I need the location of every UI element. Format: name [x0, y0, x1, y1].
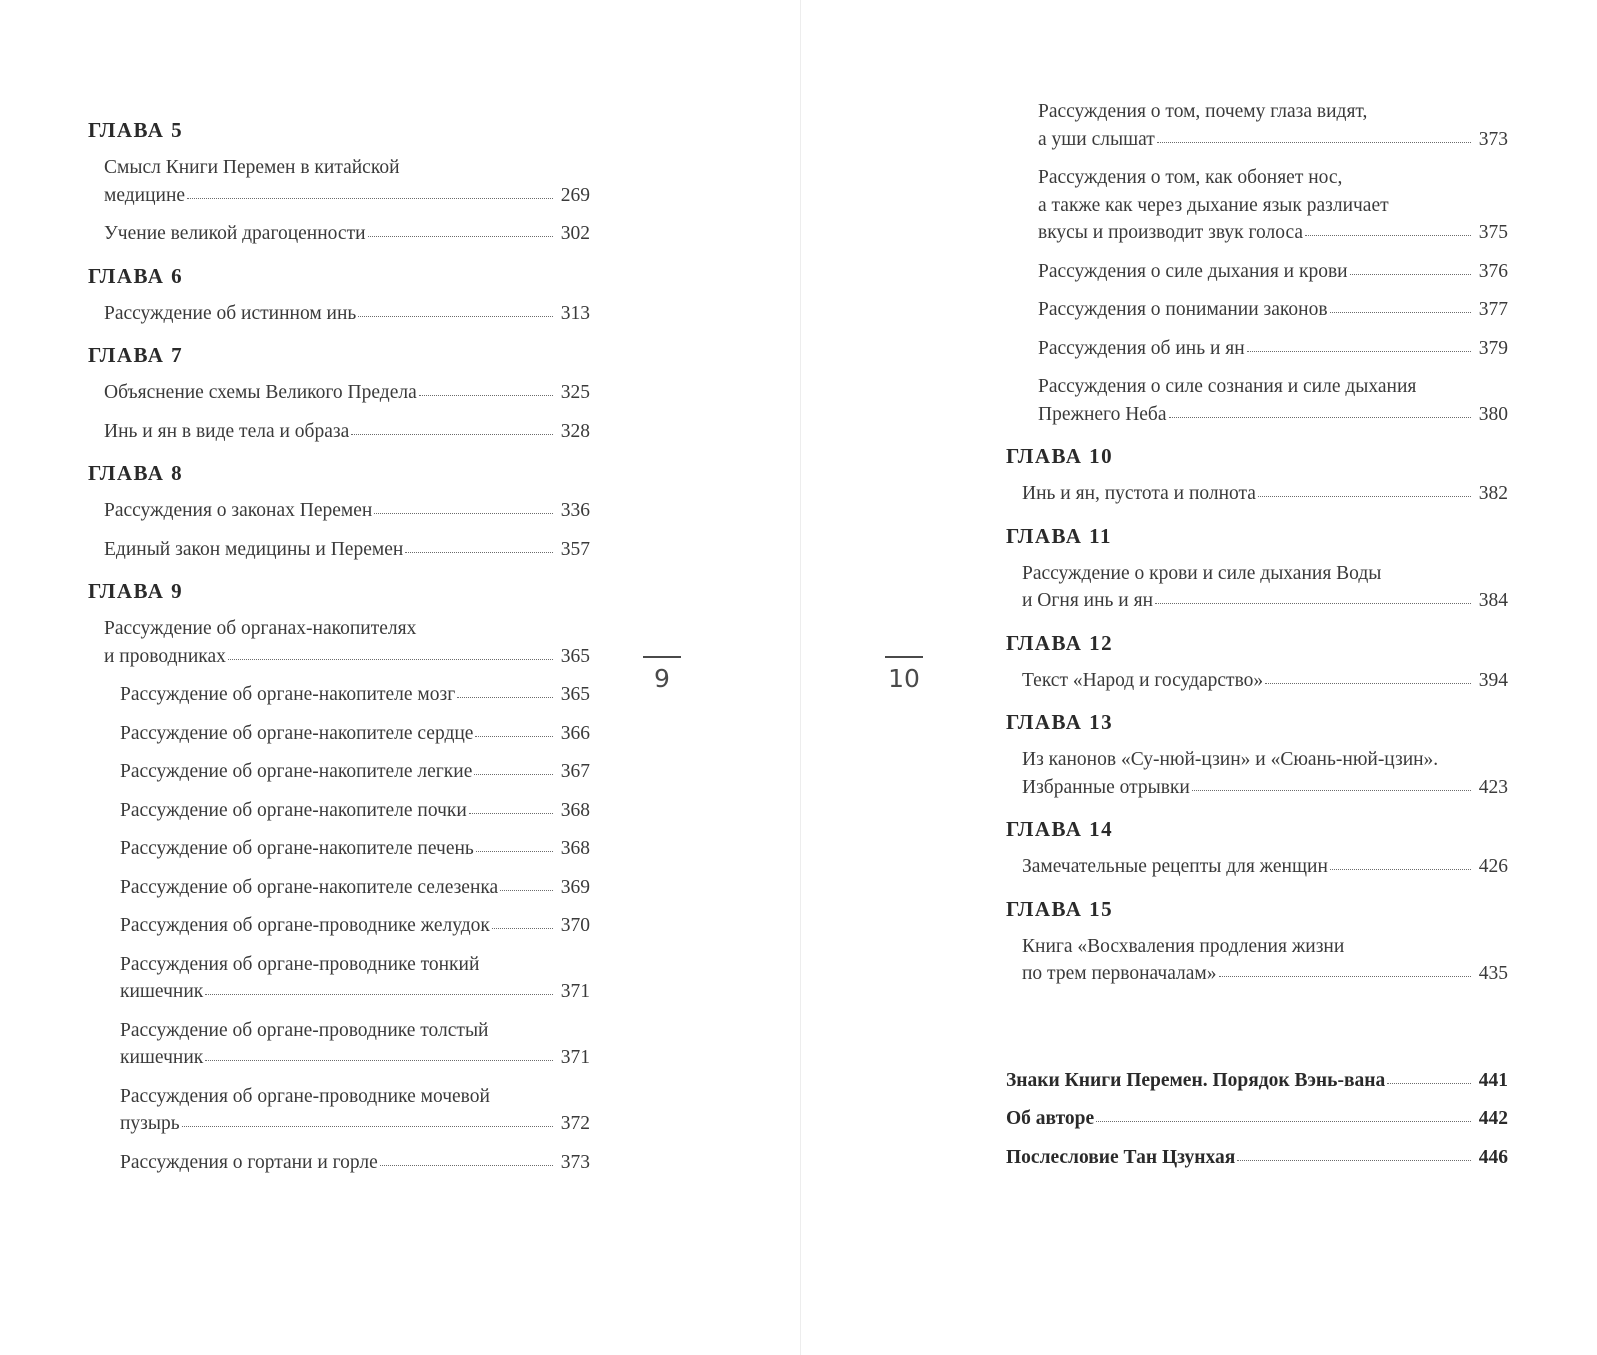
- dot-leader: [1096, 1107, 1471, 1122]
- toc-entry-final-line: [120, 758, 590, 786]
- dot-leader: [358, 302, 553, 317]
- toc-entry[interactable]: [88, 874, 590, 902]
- toc-page-number: 394: [1478, 669, 1508, 691]
- dot-leader: [1247, 337, 1471, 352]
- toc-page-number: 328: [560, 420, 590, 442]
- toc-page-number: 367: [560, 761, 590, 782]
- toc-entry[interactable]: [88, 1083, 590, 1138]
- dot-leader: [405, 538, 553, 553]
- chapter-heading: ГЛАВА 12: [1006, 630, 1114, 655]
- toc-page-number: 302: [560, 223, 590, 244]
- toc-entry[interactable]: [88, 681, 590, 709]
- toc-entry-title-line: Инь и ян, пустота и полнота: [1022, 483, 1256, 504]
- toc-page-number: 370: [560, 915, 590, 936]
- table-of-contents-right: [1006, 98, 1508, 1182]
- dot-leader: [1155, 589, 1471, 604]
- toc-entry-title-line: Рассуждение о крови и силе дыхания Воды: [1022, 562, 1382, 584]
- toc-entry[interactable]: [88, 951, 590, 1006]
- toc-entry[interactable]: [88, 797, 590, 825]
- toc-entry-title-line: Рассуждение об органе-накопителе сердце: [120, 722, 474, 744]
- toc-entry-final-line: [1038, 258, 1508, 286]
- toc-entry-title-line: Книга «Восхваления продления жизни: [1022, 935, 1345, 957]
- toc-page-number: 336: [560, 500, 590, 521]
- dot-leader: [1305, 221, 1471, 236]
- toc-entry-final-line: [120, 835, 590, 863]
- toc-entry-title-line: Единый закон медицины и Перемен: [104, 538, 404, 560]
- folio-rule: [885, 656, 923, 658]
- toc-entry-final-line: [120, 1110, 590, 1138]
- toc-entry-title-line: Знаки Книги Перемен. Порядок Вэнь-вана: [1006, 1069, 1386, 1091]
- toc-entry[interactable]: [88, 1149, 590, 1177]
- toc-entry[interactable]: [1006, 480, 1508, 508]
- toc-entry-title-line: Из канонов «Су-нюй-цзин» и «Сюань-нюй-цзин».: [1022, 749, 1439, 770]
- toc-entry-title-line: Рассуждения о силе сознания и силе дыхания: [1038, 376, 1417, 397]
- toc-entry-title-line: Рассуждения об инь и ян: [1038, 337, 1245, 359]
- page-number-left: [640, 656, 684, 693]
- toc-entry-final-line: [1022, 853, 1508, 881]
- chapter-heading: ГЛАВА 5: [88, 118, 184, 142]
- right-page: [801, 0, 1597, 1355]
- toc-entry[interactable]: [1006, 933, 1508, 988]
- toc-entry-title-line: а также как через дыхание язык различает: [1038, 194, 1389, 216]
- toc-page-number: 435: [1478, 963, 1508, 984]
- chapter-heading: ГЛАВА 9: [88, 579, 184, 603]
- toc-page-number: 373: [1478, 128, 1508, 150]
- toc-entry-final-line: [120, 874, 590, 902]
- toc-entry-title-line: а уши слышат: [1038, 128, 1155, 150]
- toc-entry[interactable]: [88, 912, 590, 940]
- toc-entry-title-line: кишечник: [120, 981, 204, 1002]
- toc-entry-title-line: Смысл Книги Перемен в китайской: [104, 157, 400, 178]
- toc-entry-title-line: Рассуждение об истинном инь: [104, 302, 357, 324]
- dot-leader: [476, 837, 553, 852]
- toc-entry-title-line: Послесловие Тан Цзунхая: [1006, 1146, 1236, 1168]
- toc-entry[interactable]: [88, 720, 590, 748]
- toc-entry[interactable]: [1006, 335, 1508, 363]
- toc-entry-title-line: пузырь: [120, 1113, 180, 1134]
- chapter-heading: ГЛАВА 10: [1006, 444, 1114, 468]
- toc-entry[interactable]: [88, 418, 590, 446]
- dot-leader: [1330, 298, 1471, 313]
- toc-page-number: 446: [1478, 1146, 1508, 1168]
- toc-entry-title-line: Рассуждение об органе-проводнике толстый: [120, 1019, 489, 1041]
- toc-entry-title-line: Рассуждения о том, почему глаза видят,: [1038, 101, 1368, 122]
- toc-entry[interactable]: [1006, 296, 1508, 324]
- toc-entry-final-line: [1022, 480, 1508, 508]
- toc-entry-title-line: Рассуждение об органах-накопителях: [104, 618, 417, 639]
- toc-entry[interactable]: [88, 536, 590, 564]
- toc-page-number: 441: [1478, 1069, 1508, 1091]
- toc-entry-final-line: [1038, 126, 1508, 154]
- dot-leader: [1192, 776, 1471, 791]
- toc-entry-title-line: Замечательные рецепты для женщин: [1022, 856, 1328, 877]
- toc-entry-title-line: Рассуждение об органе-накопителе мозг: [120, 684, 456, 705]
- toc-entry[interactable]: [88, 835, 590, 863]
- toc-entry[interactable]: [1006, 560, 1508, 615]
- toc-entry-final-line: [1006, 1067, 1508, 1095]
- toc-entry-final-line: [1038, 401, 1508, 429]
- toc-entry-title-line: Рассуждение об органе-накопителе печень: [120, 838, 474, 859]
- toc-entry-title-line: Рассуждение об органе-накопителе почки: [120, 799, 467, 821]
- toc-page-number: 375: [1478, 222, 1508, 243]
- dot-leader: [457, 683, 553, 698]
- toc-entry-title-line: Инь и ян в виде тела и образа: [104, 420, 350, 442]
- toc-page-number: 365: [560, 645, 590, 667]
- toc-entry-title-line: Рассуждения о силе дыхания и крови: [1038, 260, 1348, 282]
- toc-page-number: 380: [1478, 403, 1508, 425]
- toc-page-number: 325: [560, 382, 590, 403]
- dot-leader: [500, 876, 553, 891]
- toc-entry-title-line: Рассуждения о том, как обоняет нос,: [1038, 167, 1343, 188]
- toc-entry-final-line: [1006, 1144, 1508, 1172]
- dot-leader: [351, 420, 553, 435]
- toc-entry-title-line: Рассуждения об органе-проводнике тонкий: [120, 953, 480, 975]
- toc-entry[interactable]: [1006, 258, 1508, 286]
- toc-entry-title-line: Прежнего Неба: [1038, 403, 1167, 425]
- toc-page-number: 368: [560, 838, 590, 859]
- toc-page-number: 371: [560, 1047, 590, 1068]
- toc-entry-final-line: [1038, 335, 1508, 363]
- dot-leader: [1387, 1069, 1471, 1084]
- toc-page-number: 384: [1478, 590, 1508, 611]
- toc-page-number: 379: [1478, 337, 1508, 359]
- dot-leader: [205, 980, 553, 995]
- dot-leader: [1258, 482, 1471, 497]
- toc-entry-title-line: Рассуждения о законах Перемен: [104, 500, 373, 521]
- dot-leader: [1157, 128, 1471, 143]
- dot-leader: [1219, 962, 1471, 977]
- toc-entry[interactable]: [88, 1017, 590, 1072]
- toc-entry-title-line: и Огня инь и ян: [1022, 590, 1154, 611]
- toc-entry-final-line: [120, 1149, 590, 1177]
- folio-rule: [643, 656, 681, 658]
- toc-page-number: 423: [1478, 776, 1508, 798]
- toc-entry[interactable]: [1006, 98, 1508, 153]
- toc-page-number: 357: [560, 538, 590, 560]
- toc-entry[interactable]: [1006, 853, 1508, 881]
- toc-page-number: 269: [560, 184, 590, 206]
- toc-entry-final-line: [120, 720, 590, 748]
- table-of-contents-left: [88, 116, 590, 1187]
- toc-page-number: 442: [1478, 1108, 1508, 1129]
- section-spacer: [1006, 999, 1508, 1067]
- toc-page-number: 382: [1478, 483, 1508, 504]
- folio-text: 9: [654, 663, 670, 693]
- toc-entry-title-line: Объяснение схемы Великого Предела: [104, 382, 417, 403]
- toc-entry-final-line: [104, 497, 590, 525]
- toc-entry-title-line: Рассуждения о гортани и горле: [120, 1151, 378, 1173]
- chapter-heading: ГЛАВА 15: [1006, 896, 1114, 921]
- toc-entry-title-line: кишечник: [120, 1047, 204, 1068]
- toc-entry[interactable]: [88, 379, 590, 407]
- toc-entry[interactable]: [88, 300, 590, 328]
- toc-entry-title-line: Рассуждения о понимании законов: [1038, 299, 1328, 320]
- toc-entry-final-line: [120, 978, 590, 1006]
- toc-entry-title-line: Текст «Народ и государство»: [1022, 669, 1264, 691]
- toc-entry-final-line: [104, 643, 590, 671]
- toc-entry[interactable]: [1006, 746, 1508, 801]
- chapter-heading: ГЛАВА 7: [88, 343, 184, 367]
- toc-entry-final-line: [1022, 587, 1508, 615]
- chapter-heading: ГЛАВА 8: [88, 461, 184, 485]
- toc-entry-final-line: [104, 536, 590, 564]
- toc-entry-title-line: и проводниках: [104, 645, 226, 667]
- toc-entry-final-line: [104, 182, 590, 210]
- toc-entry[interactable]: [88, 220, 590, 248]
- toc-entry-final-line: [104, 418, 590, 446]
- dot-leader: [380, 1151, 553, 1166]
- dot-leader: [469, 799, 553, 814]
- toc-entry-final-line: [120, 1044, 590, 1072]
- toc-entry-title-line: Рассуждение об органе-накопителе легкие: [120, 761, 473, 782]
- dot-leader: [228, 645, 553, 660]
- toc-page-number: 371: [560, 981, 590, 1002]
- dot-leader: [182, 1112, 553, 1127]
- toc-entry-final-line: [1038, 296, 1508, 324]
- toc-entry-final-line: [1022, 774, 1508, 802]
- toc-entry-title-line: вкусы и производит звук голоса: [1038, 222, 1304, 243]
- dot-leader: [1350, 260, 1471, 275]
- dot-leader: [187, 184, 553, 199]
- chapter-heading: ГЛАВА 6: [88, 263, 184, 288]
- toc-page-number: 426: [1478, 856, 1508, 877]
- toc-entry[interactable]: [1006, 373, 1508, 428]
- toc-entry-final-line: [1022, 667, 1508, 695]
- dot-leader: [419, 381, 553, 396]
- toc-entry-title-line: Об авторе: [1006, 1108, 1095, 1129]
- dot-leader: [374, 499, 553, 514]
- toc-page-number: 377: [1478, 299, 1508, 320]
- toc-entry-final-line: [104, 300, 590, 328]
- dot-leader: [1265, 669, 1471, 684]
- dot-leader: [205, 1046, 553, 1061]
- dot-leader: [492, 914, 553, 929]
- toc-page-number: 369: [560, 876, 590, 898]
- folio-text: 10: [888, 663, 920, 693]
- dot-leader: [474, 760, 553, 775]
- dot-leader: [1330, 855, 1471, 870]
- dot-leader: [475, 722, 553, 737]
- toc-entry-final-line: [120, 912, 590, 940]
- toc-entry[interactable]: [88, 615, 590, 670]
- toc-entry-final-line: [1006, 1105, 1508, 1133]
- toc-page-number: 365: [560, 684, 590, 705]
- toc-entry-final-line: [1038, 219, 1508, 247]
- dot-leader: [368, 222, 553, 237]
- toc-entry-final-line: [1022, 960, 1508, 988]
- toc-entry-title-line: медицине: [104, 184, 186, 206]
- toc-page-number: 313: [560, 302, 590, 324]
- toc-page-number: 368: [560, 799, 590, 821]
- toc-entry[interactable]: [88, 758, 590, 786]
- chapter-heading: ГЛАВА 13: [1006, 710, 1114, 734]
- toc-entry-title-line: Избранные отрывки: [1022, 776, 1190, 798]
- toc-page-number: 373: [560, 1151, 590, 1173]
- dot-leader: [1169, 403, 1471, 418]
- toc-entry-final-line: [104, 220, 590, 248]
- toc-entry-title-line: Рассуждения об органе-проводнике мочевой: [120, 1085, 490, 1107]
- toc-entry[interactable]: [1006, 1105, 1508, 1133]
- toc-entry-final-line: [120, 681, 590, 709]
- chapter-heading: ГЛАВА 11: [1006, 523, 1112, 548]
- dot-leader: [1237, 1146, 1471, 1161]
- toc-page-number: 376: [1478, 260, 1508, 282]
- toc-entry[interactable]: [1006, 1067, 1508, 1095]
- toc-entry[interactable]: [88, 154, 590, 209]
- toc-entry[interactable]: [1006, 1144, 1508, 1172]
- toc-entry[interactable]: [1006, 667, 1508, 695]
- toc-entry[interactable]: [88, 497, 590, 525]
- toc-page-number: 372: [560, 1113, 590, 1134]
- page-number-right: [882, 656, 926, 693]
- toc-entry[interactable]: [1006, 164, 1508, 247]
- toc-entry-final-line: [104, 379, 590, 407]
- toc-page-number: 366: [560, 722, 590, 744]
- toc-entry-title-line: Учение великой драгоценности: [104, 223, 366, 244]
- toc-entry-final-line: [120, 797, 590, 825]
- toc-entry-title-line: по трем первоначалам»: [1022, 963, 1217, 984]
- toc-entry-title-line: Рассуждения об органе-проводнике желудок: [120, 915, 490, 936]
- toc-entry-title-line: Рассуждение об органе-накопителе селезенка: [120, 876, 499, 898]
- chapter-heading: ГЛАВА 14: [1006, 817, 1114, 841]
